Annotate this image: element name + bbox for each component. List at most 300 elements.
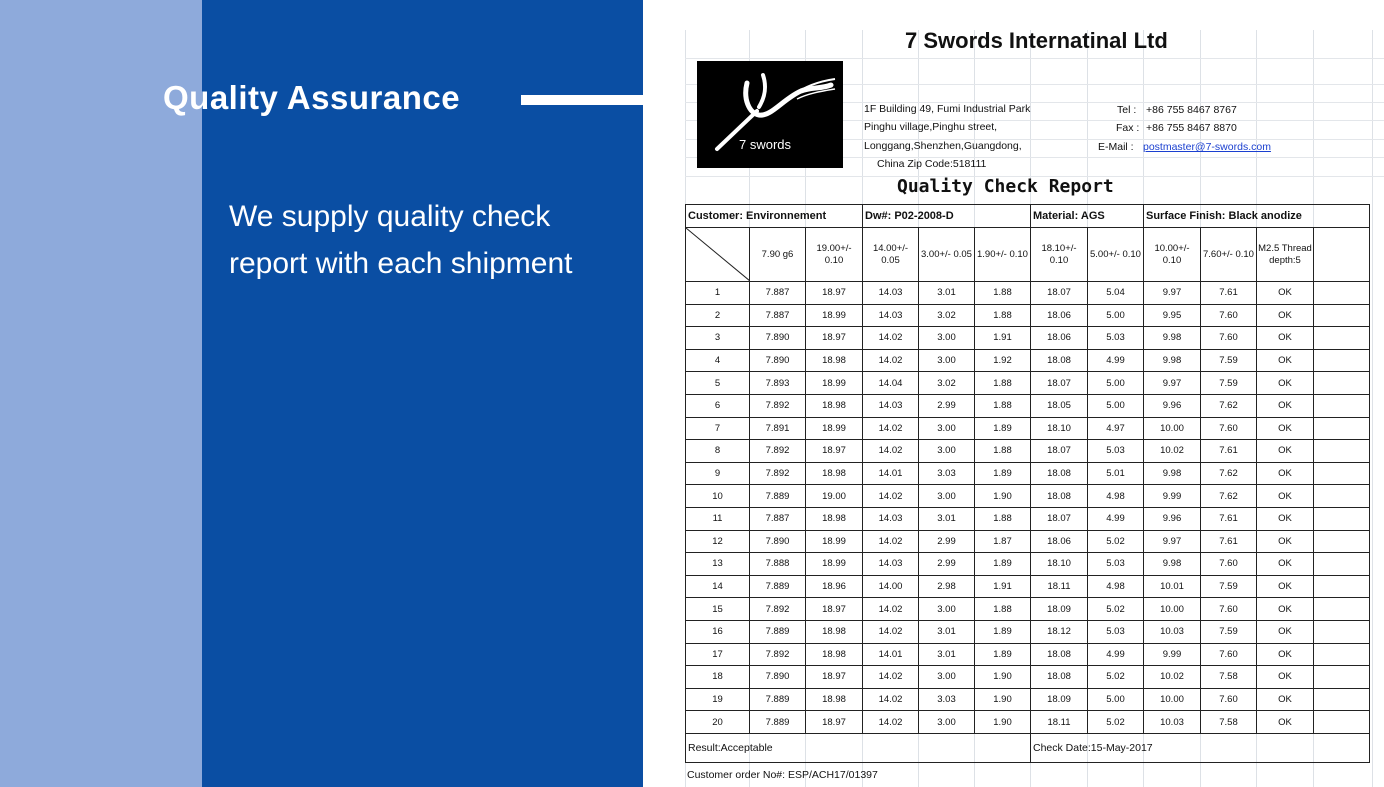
measurement-cell: 18.09 xyxy=(1031,598,1088,621)
measurement-cell: 7.58 xyxy=(1201,666,1257,689)
customer-order-number: Customer order No#: ESP/ACH17/01397 xyxy=(687,769,878,781)
measurement-cell: 7.887 xyxy=(750,304,806,327)
measurement-cell: 4.97 xyxy=(1088,417,1144,440)
measurement-cell xyxy=(1314,643,1370,666)
measurement-cell: OK xyxy=(1257,643,1314,666)
table-row xyxy=(686,349,1370,372)
measurement-cell xyxy=(1314,688,1370,711)
measurement-cell: 7.890 xyxy=(750,349,806,372)
measurement-cell: 7.62 xyxy=(1201,394,1257,417)
measurement-cell xyxy=(1314,394,1370,417)
measurement-cell xyxy=(1314,620,1370,643)
row-index-cell: 8 xyxy=(686,440,750,463)
measurement-cell: 7.889 xyxy=(750,711,806,734)
measurement-cell: 7.59 xyxy=(1201,349,1257,372)
row-index-cell: 3 xyxy=(686,327,750,350)
quality-check-table xyxy=(685,204,1370,763)
address-line-2: Pinghu village,Pinghu street, xyxy=(864,121,998,133)
measurement-cell xyxy=(1314,372,1370,395)
gridline xyxy=(1372,30,1373,787)
measurement-cell: 14.02 xyxy=(863,598,919,621)
measurement-cell: 18.07 xyxy=(1031,282,1088,305)
measurement-cell: 3.00 xyxy=(919,711,975,734)
measurement-cell: 7.61 xyxy=(1201,507,1257,530)
spec-header: 18.10+/- 0.10 xyxy=(1031,228,1088,282)
measurement-cell: 1.88 xyxy=(975,282,1031,305)
table-row xyxy=(686,440,1370,463)
measurement-cell: 9.97 xyxy=(1144,372,1201,395)
slide-description: We supply quality check report with each shipment xyxy=(229,200,573,280)
measurement-cell: 5.03 xyxy=(1088,440,1144,463)
measurement-cell: OK xyxy=(1257,485,1314,508)
measurement-cell xyxy=(1314,711,1370,734)
table-row xyxy=(686,462,1370,485)
measurement-cell xyxy=(1314,530,1370,553)
row-index-cell: 11 xyxy=(686,507,750,530)
table-row xyxy=(686,417,1370,440)
measurement-cell: 3.03 xyxy=(919,462,975,485)
table-row xyxy=(686,688,1370,711)
spec-header-empty xyxy=(1314,228,1370,282)
measurement-cell: OK xyxy=(1257,688,1314,711)
measurement-cell: 1.89 xyxy=(975,643,1031,666)
measurement-cell: 7.892 xyxy=(750,462,806,485)
spec-header: 7.90 g6 xyxy=(750,228,806,282)
measurement-cell xyxy=(1314,553,1370,576)
measurement-cell: 19.00 xyxy=(806,485,863,508)
measurement-cell: 18.97 xyxy=(806,666,863,689)
surface-finish-cell: Surface Finish: Black anodize xyxy=(1144,205,1370,228)
email-link[interactable]: postmaster@7-swords.com xyxy=(1143,141,1271,153)
measurement-cell: 1.91 xyxy=(975,575,1031,598)
measurement-cell: 1.90 xyxy=(975,711,1031,734)
spec-header: 3.00+/- 0.05 xyxy=(919,228,975,282)
measurement-cell: 18.98 xyxy=(806,688,863,711)
measurement-cell: 3.03 xyxy=(919,688,975,711)
measurement-cell: 5.00 xyxy=(1088,372,1144,395)
measurement-cell: 9.95 xyxy=(1144,304,1201,327)
measurement-cell: 1.91 xyxy=(975,327,1031,350)
measurement-cell: 7.59 xyxy=(1201,372,1257,395)
measurement-cell: 9.96 xyxy=(1144,507,1201,530)
measurement-cell: 7.889 xyxy=(750,575,806,598)
measurement-cell: 3.00 xyxy=(919,349,975,372)
measurement-cell: 5.04 xyxy=(1088,282,1144,305)
spec-header: 1.90+/- 0.10 xyxy=(975,228,1031,282)
measurement-cell: 10.03 xyxy=(1144,620,1201,643)
row-index-cell: 14 xyxy=(686,575,750,598)
measurement-cell: 18.99 xyxy=(806,530,863,553)
measurement-cell: 1.90 xyxy=(975,688,1031,711)
measurement-cell: 7.890 xyxy=(750,327,806,350)
measurement-cell: 14.03 xyxy=(863,304,919,327)
row-index-cell: 13 xyxy=(686,553,750,576)
measurement-cell: OK xyxy=(1257,462,1314,485)
measurement-cell: 14.01 xyxy=(863,462,919,485)
measurement-cell: 3.00 xyxy=(919,417,975,440)
measurement-cell: 14.02 xyxy=(863,666,919,689)
table-row xyxy=(686,394,1370,417)
measurement-cell: 18.98 xyxy=(806,507,863,530)
material-cell: Material: AGS xyxy=(1031,205,1144,228)
row-index-cell: 17 xyxy=(686,643,750,666)
spec-header: M2.5 Thread depth:5 xyxy=(1257,228,1314,282)
tel-label: Tel : xyxy=(1117,104,1137,116)
measurement-cell: 3.00 xyxy=(919,598,975,621)
measurement-cell: 9.98 xyxy=(1144,553,1201,576)
measurement-cell: 1.89 xyxy=(975,462,1031,485)
measurement-cell: 18.97 xyxy=(806,282,863,305)
measurement-cell: 5.03 xyxy=(1088,327,1144,350)
row-index-cell: 19 xyxy=(686,688,750,711)
table-row xyxy=(686,711,1370,734)
measurement-cell: 3.01 xyxy=(919,643,975,666)
measurement-cell: 9.99 xyxy=(1144,643,1201,666)
row-index-cell: 12 xyxy=(686,530,750,553)
measurement-cell: 4.98 xyxy=(1088,485,1144,508)
measurement-cell: 7.892 xyxy=(750,598,806,621)
spec-header: 10.00+/- 0.10 xyxy=(1144,228,1201,282)
measurement-cell: 9.98 xyxy=(1144,349,1201,372)
measurement-cell: 7.62 xyxy=(1201,485,1257,508)
measurement-cell: 18.99 xyxy=(806,553,863,576)
measurement-cell: 3.01 xyxy=(919,282,975,305)
measurement-cell: 5.02 xyxy=(1088,598,1144,621)
row-index-cell: 20 xyxy=(686,711,750,734)
measurement-cell: 1.90 xyxy=(975,666,1031,689)
measurement-cell: 1.92 xyxy=(975,349,1031,372)
gridline xyxy=(685,58,1384,59)
table-row xyxy=(686,507,1370,530)
measurement-cell: 14.00 xyxy=(863,575,919,598)
measurement-cell: 18.97 xyxy=(806,598,863,621)
measurement-cell: 4.99 xyxy=(1088,507,1144,530)
company-logo xyxy=(697,61,843,168)
measurement-cell: 10.00 xyxy=(1144,598,1201,621)
measurement-cell: OK xyxy=(1257,711,1314,734)
measurement-cell: 14.01 xyxy=(863,643,919,666)
measurement-cell: 7.60 xyxy=(1201,643,1257,666)
table-row xyxy=(686,620,1370,643)
measurement-cell: 4.98 xyxy=(1088,575,1144,598)
measurement-cell: 10.02 xyxy=(1144,440,1201,463)
measurement-cell: 7.889 xyxy=(750,485,806,508)
tel-value: +86 755 8467 8767 xyxy=(1146,104,1237,116)
measurement-cell: 18.97 xyxy=(806,327,863,350)
measurement-cell: OK xyxy=(1257,372,1314,395)
measurement-cell: 18.10 xyxy=(1031,553,1088,576)
row-index-cell: 1 xyxy=(686,282,750,305)
measurement-cell: 18.97 xyxy=(806,440,863,463)
measurement-cell: 5.02 xyxy=(1088,666,1144,689)
measurement-cell: 7.890 xyxy=(750,530,806,553)
measurement-cell: 1.87 xyxy=(975,530,1031,553)
measurement-cell: 1.88 xyxy=(975,372,1031,395)
measurement-cell: 7.60 xyxy=(1201,553,1257,576)
table-row xyxy=(686,282,1370,305)
measurement-cell xyxy=(1314,349,1370,372)
measurement-cell: 14.03 xyxy=(863,553,919,576)
measurement-cell: 7.61 xyxy=(1201,440,1257,463)
measurement-cell: 2.99 xyxy=(919,530,975,553)
measurement-cell: 14.02 xyxy=(863,485,919,508)
diagonal-line xyxy=(686,228,750,281)
measurement-cell: OK xyxy=(1257,507,1314,530)
measurement-cell: 1.90 xyxy=(975,485,1031,508)
measurement-cell xyxy=(1314,485,1370,508)
measurement-cell: 5.02 xyxy=(1088,530,1144,553)
measurement-cell: 7.892 xyxy=(750,440,806,463)
spec-header: 14.00+/- 0.05 xyxy=(863,228,919,282)
measurement-cell: 7.60 xyxy=(1201,304,1257,327)
measurement-cell: 7.892 xyxy=(750,394,806,417)
measurement-cell: 14.03 xyxy=(863,282,919,305)
measurement-cell: 7.58 xyxy=(1201,711,1257,734)
measurement-cell: OK xyxy=(1257,553,1314,576)
measurement-cell: OK xyxy=(1257,440,1314,463)
measurement-cell: 18.11 xyxy=(1031,711,1088,734)
measurement-cell: OK xyxy=(1257,282,1314,305)
measurement-cell: 2.98 xyxy=(919,575,975,598)
row-index-cell: 2 xyxy=(686,304,750,327)
measurement-cell: 18.09 xyxy=(1031,688,1088,711)
fax-value: +86 755 8467 8870 xyxy=(1146,122,1237,134)
measurement-cell: 7.891 xyxy=(750,417,806,440)
measurement-cell: 5.03 xyxy=(1088,620,1144,643)
email-label: E-Mail : xyxy=(1098,141,1134,153)
measurement-cell xyxy=(1314,440,1370,463)
row-index-cell: 16 xyxy=(686,620,750,643)
measurement-cell: 18.99 xyxy=(806,304,863,327)
measurement-cell xyxy=(1314,462,1370,485)
measurement-cell: 7.887 xyxy=(750,507,806,530)
measurement-cell: 18.12 xyxy=(1031,620,1088,643)
measurement-cell: 18.06 xyxy=(1031,327,1088,350)
row-index-cell: 6 xyxy=(686,394,750,417)
measurement-cell: 10.00 xyxy=(1144,417,1201,440)
table-row xyxy=(686,372,1370,395)
table-row xyxy=(686,485,1370,508)
customer-cell: Customer: Environnement xyxy=(686,205,863,228)
measurement-cell xyxy=(1314,575,1370,598)
table-row xyxy=(686,530,1370,553)
measurement-cell xyxy=(1314,598,1370,621)
measurement-cell: 9.98 xyxy=(1144,327,1201,350)
table-row xyxy=(686,575,1370,598)
measurement-cell: 18.98 xyxy=(806,620,863,643)
measurement-cell: 1.88 xyxy=(975,394,1031,417)
measurement-cell: 5.00 xyxy=(1088,394,1144,417)
measurement-cell: OK xyxy=(1257,417,1314,440)
measurement-cell: 3.00 xyxy=(919,440,975,463)
table-row xyxy=(686,598,1370,621)
measurement-cell: 7.888 xyxy=(750,553,806,576)
table-row xyxy=(686,666,1370,689)
measurement-cell: 18.11 xyxy=(1031,575,1088,598)
measurement-cell: 3.00 xyxy=(919,666,975,689)
measurement-cell: 2.99 xyxy=(919,553,975,576)
measurement-cell: 7.893 xyxy=(750,372,806,395)
measurement-cell: 7.60 xyxy=(1201,688,1257,711)
measurement-cell: 7.889 xyxy=(750,620,806,643)
drawing-number-cell: Dw#: P02-2008-D xyxy=(863,205,1031,228)
measurement-cell xyxy=(1314,327,1370,350)
measurement-cell: 18.07 xyxy=(1031,507,1088,530)
measurement-cell: 3.02 xyxy=(919,372,975,395)
slide-title: Quality Assurance xyxy=(163,79,461,116)
spec-header: 7.60+/- 0.10 xyxy=(1201,228,1257,282)
measurement-cell: 7.887 xyxy=(750,282,806,305)
measurement-cell: 18.05 xyxy=(1031,394,1088,417)
measurement-cell: 18.99 xyxy=(806,372,863,395)
report-title: Quality Check Report xyxy=(897,176,1114,197)
measurement-cell: 1.88 xyxy=(975,304,1031,327)
address-line-1: 1F Building 49, Fumi Industrial Park xyxy=(864,103,1031,115)
measurement-cell: 7.61 xyxy=(1201,530,1257,553)
measurement-cell: 7.892 xyxy=(750,643,806,666)
measurement-cell: 3.02 xyxy=(919,304,975,327)
measurement-cell: 7.890 xyxy=(750,666,806,689)
measurement-cell xyxy=(1314,507,1370,530)
measurement-cell: 18.99 xyxy=(806,417,863,440)
measurement-cell: 7.889 xyxy=(750,688,806,711)
measurement-cell: 14.02 xyxy=(863,620,919,643)
measurement-cell: 18.06 xyxy=(1031,304,1088,327)
diagonal-header-cell xyxy=(686,228,750,282)
measurement-cell: 18.98 xyxy=(806,349,863,372)
row-index-cell: 9 xyxy=(686,462,750,485)
measurement-cell: 18.08 xyxy=(1031,666,1088,689)
measurement-cell: 10.01 xyxy=(1144,575,1201,598)
table-row xyxy=(686,643,1370,666)
measurement-cell: 5.03 xyxy=(1088,553,1144,576)
address-line-4: China Zip Code:518111 xyxy=(877,158,987,170)
row-index-cell: 18 xyxy=(686,666,750,689)
measurement-cell: 3.00 xyxy=(919,485,975,508)
measurement-cell: 3.00 xyxy=(919,327,975,350)
measurement-cell: 14.02 xyxy=(863,349,919,372)
measurement-cell: 14.02 xyxy=(863,530,919,553)
title-underline-bar xyxy=(521,95,643,105)
measurement-cell: 18.98 xyxy=(806,643,863,666)
measurement-cell: OK xyxy=(1257,349,1314,372)
measurement-cell: 10.02 xyxy=(1144,666,1201,689)
measurement-cell: 7.59 xyxy=(1201,575,1257,598)
measurement-cell: 1.89 xyxy=(975,620,1031,643)
table-row xyxy=(686,553,1370,576)
measurement-cell: 9.97 xyxy=(1144,282,1201,305)
measurement-cell xyxy=(1314,282,1370,305)
row-index-cell: 4 xyxy=(686,349,750,372)
measurement-cell: 9.96 xyxy=(1144,394,1201,417)
measurement-cell: 18.07 xyxy=(1031,372,1088,395)
measurement-cell: 18.08 xyxy=(1031,349,1088,372)
measurement-cell: 4.99 xyxy=(1088,349,1144,372)
measurement-cell: 18.06 xyxy=(1031,530,1088,553)
measurement-cell: 18.98 xyxy=(806,394,863,417)
table-row xyxy=(686,327,1370,350)
measurement-cell: 18.10 xyxy=(1031,417,1088,440)
measurement-cell: OK xyxy=(1257,327,1314,350)
measurement-cell: 5.00 xyxy=(1088,304,1144,327)
measurement-cell: 14.02 xyxy=(863,688,919,711)
measurement-cell: 1.88 xyxy=(975,440,1031,463)
fax-label: Fax : xyxy=(1116,122,1140,134)
measurement-cell: 14.02 xyxy=(863,327,919,350)
measurement-cell xyxy=(1314,417,1370,440)
quality-report-document xyxy=(643,0,1384,787)
measurement-cell: 1.89 xyxy=(975,553,1031,576)
spec-header: 5.00+/- 0.10 xyxy=(1088,228,1144,282)
measurement-cell: 18.07 xyxy=(1031,440,1088,463)
left-accent-strip xyxy=(0,0,202,787)
measurement-cell: 2.99 xyxy=(919,394,975,417)
measurement-cell: 7.60 xyxy=(1201,417,1257,440)
measurement-cell: 3.01 xyxy=(919,620,975,643)
measurement-cell: 1.88 xyxy=(975,598,1031,621)
measurement-cell: 18.08 xyxy=(1031,485,1088,508)
measurement-cell: OK xyxy=(1257,304,1314,327)
measurement-cell xyxy=(1314,666,1370,689)
measurement-cell: 14.02 xyxy=(863,417,919,440)
result-cell: Result:Acceptable xyxy=(686,733,1031,762)
measurement-cell: 18.98 xyxy=(806,462,863,485)
row-index-cell: 7 xyxy=(686,417,750,440)
measurement-cell: 1.88 xyxy=(975,507,1031,530)
measurement-cell: 5.01 xyxy=(1088,462,1144,485)
measurement-cell: 18.08 xyxy=(1031,462,1088,485)
logo-text: 7 swords xyxy=(739,137,792,152)
measurement-cell: OK xyxy=(1257,620,1314,643)
measurement-cell: 9.99 xyxy=(1144,485,1201,508)
measurement-cell: 7.59 xyxy=(1201,620,1257,643)
table-row xyxy=(686,304,1370,327)
measurement-cell: OK xyxy=(1257,666,1314,689)
measurement-cell: 14.03 xyxy=(863,394,919,417)
row-index-cell: 15 xyxy=(686,598,750,621)
measurement-cell: 7.61 xyxy=(1201,282,1257,305)
measurement-cell: 1.89 xyxy=(975,417,1031,440)
blue-panel xyxy=(202,0,643,787)
measurement-cell xyxy=(1314,304,1370,327)
measurement-cell: 7.60 xyxy=(1201,598,1257,621)
measurement-cell: 9.97 xyxy=(1144,530,1201,553)
measurement-cell: 7.62 xyxy=(1201,462,1257,485)
measurement-cell: 5.02 xyxy=(1088,711,1144,734)
measurement-cell: 5.00 xyxy=(1088,688,1144,711)
row-index-cell: 5 xyxy=(686,372,750,395)
measurement-cell: 3.01 xyxy=(919,507,975,530)
measurement-cell: OK xyxy=(1257,575,1314,598)
row-index-cell: 10 xyxy=(686,485,750,508)
measurement-cell: 7.60 xyxy=(1201,327,1257,350)
measurement-cell: OK xyxy=(1257,598,1314,621)
address-line-3: Longgang,Shenzhen,Guangdong, xyxy=(864,140,1022,152)
measurement-cell: 18.96 xyxy=(806,575,863,598)
company-name: 7 Swords Internatinal Ltd xyxy=(905,28,1168,53)
measurement-cell: 18.08 xyxy=(1031,643,1088,666)
measurement-cell: 10.00 xyxy=(1144,688,1201,711)
measurement-cell: OK xyxy=(1257,530,1314,553)
measurement-cell: 14.03 xyxy=(863,507,919,530)
measurement-cell: 9.98 xyxy=(1144,462,1201,485)
spec-header: 19.00+/- 0.10 xyxy=(806,228,863,282)
check-date-cell: Check Date:15-May-2017 xyxy=(1031,733,1370,762)
measurement-cell: 10.03 xyxy=(1144,711,1201,734)
measurement-cell: 14.02 xyxy=(863,440,919,463)
measurement-cell: OK xyxy=(1257,394,1314,417)
measurement-cell: 14.02 xyxy=(863,711,919,734)
